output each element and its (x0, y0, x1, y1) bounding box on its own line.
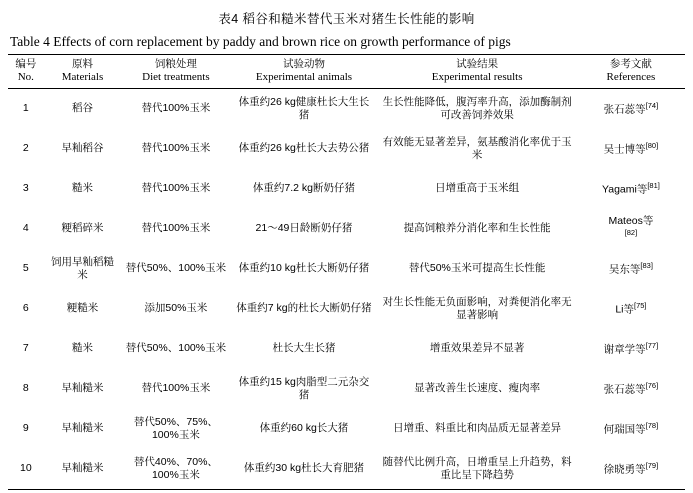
cell-reference (577, 129, 685, 169)
column-header-diet-en: Diet treatments (142, 71, 210, 84)
cell-material: 早籼稻谷 (61, 142, 104, 155)
data-table (8, 54, 685, 490)
table-row (8, 129, 685, 169)
cell-reference (577, 169, 685, 209)
cell-reference-text: 何瑞国等 (603, 423, 646, 436)
cell-animal: 体重约60 kg长大猪 (259, 422, 349, 435)
cell-diet: 替代100%玉米 (141, 382, 211, 395)
cell-material: 粳糙米 (66, 302, 99, 315)
cell-diet: 替代50%、100%玉米 (125, 262, 227, 275)
cell-diet: 替代100%玉米 (141, 182, 211, 195)
cell-animal: 体重约26 kg杜长大去势公猪 (238, 142, 370, 155)
cell-reference-sup: [81] (647, 181, 660, 191)
cell-material: 糙米 (72, 182, 93, 195)
column-header-no (8, 55, 44, 89)
cell-reference (577, 209, 685, 249)
cell-material: 饲用早籼稻糙米 (51, 255, 114, 281)
cell-material: 早籼糙米 (61, 382, 104, 395)
cell-reference-sup: [79] (645, 461, 659, 471)
cell-result: 对生长性能无负面影响，对粪便消化率无显著影响 (382, 295, 572, 321)
cell-diet: 替代100%玉米 (141, 142, 211, 155)
table-row (8, 409, 685, 449)
cell-material: 早籼糙米 (61, 422, 104, 435)
table-row (8, 449, 685, 490)
cell-reference-sup: [75] (634, 301, 647, 311)
table-title-chinese: 表4 稻谷和糙米替代玉米对猪生长性能的影响 (218, 12, 475, 26)
table-head (8, 55, 685, 89)
cell-reference-text: 张石蕊等 (603, 103, 646, 116)
cell-material: 粳稻碎米 (61, 222, 104, 235)
cell-result: 生长性能降低，腹泻率升高，添加酶制剂可改善饲养效果 (377, 88, 576, 129)
cell-diet: 替代50%、75%、100%玉米 (133, 415, 218, 441)
column-header-animals-cn: 试验动物 (282, 58, 325, 70)
cell-animal: 体重约26 kg健康杜长大生长猪 (230, 88, 377, 129)
table-row (8, 369, 685, 409)
cell-reference-sup: [80] (645, 141, 659, 151)
cell-reference-sup: [83] (640, 261, 653, 271)
cell-reference-text: Li等 (615, 303, 634, 316)
cell-reference (577, 289, 685, 329)
cell-reference-sup: [76] (645, 381, 659, 391)
column-header-materials (44, 55, 122, 89)
cell-no: 7 (22, 342, 29, 355)
cell-reference-sup: [74] (645, 101, 659, 111)
cell-reference-text: 吴士博等 (603, 143, 646, 156)
cell-result: 随替代比例升高，日增重呈上升趋势，料重比呈下降趋势 (377, 449, 576, 490)
cell-result: 有效能无显著差异，氨基酸消化率优于玉米 (382, 135, 572, 161)
cell-no: 10 (8, 449, 44, 490)
table-row (8, 209, 685, 249)
column-header-references-en: References (606, 71, 656, 84)
column-header-results (377, 55, 576, 89)
cell-material: 糙米 (72, 342, 93, 355)
column-header-references-cn: 参考文献 (609, 58, 652, 70)
cell-no: 3 (22, 182, 29, 195)
table-row (8, 249, 685, 289)
cell-animal: 21～49日龄断奶仔猪 (255, 222, 353, 235)
cell-result: 日增重、料重比和肉品质无显著差异 (393, 422, 562, 435)
cell-no: 5 (22, 262, 29, 275)
table-body (8, 88, 685, 489)
cell-result: 显著改善生长速度、瘦肉率 (414, 382, 541, 395)
cell-no: 9 (22, 422, 29, 435)
cell-reference-sup: [77] (645, 341, 659, 351)
table-header-row (8, 55, 685, 89)
cell-reference-text: 张石蕊等 (603, 383, 646, 396)
cell-reference (577, 88, 685, 129)
cell-material: 稻谷 (44, 88, 122, 129)
column-header-animals (230, 55, 377, 89)
cell-reference (577, 369, 685, 409)
cell-diet: 替代100%玉米 (141, 222, 211, 235)
cell-result: 提高饲粮养分消化率和生长性能 (403, 222, 551, 235)
column-header-references (577, 55, 685, 89)
table-row (8, 329, 685, 369)
cell-reference-sup: [78] (645, 421, 659, 431)
cell-reference-text: 吴东等 (608, 263, 641, 276)
cell-reference-text: Yagami等 (602, 183, 648, 196)
table-row (8, 169, 685, 209)
cell-result: 日增重高于玉米组 (435, 182, 520, 195)
cell-animal: 体重约7 kg的杜长大断奶仔猪 (236, 302, 372, 315)
cell-reference (577, 409, 685, 449)
cell-result: 替代50%玉米可提高生长性能 (408, 262, 546, 275)
cell-reference (577, 449, 685, 490)
table-row (8, 289, 685, 329)
cell-no: 2 (22, 142, 29, 155)
column-header-no-cn: 编号 (15, 58, 37, 70)
cell-reference-text: 徐晓勇等 (603, 463, 646, 476)
cell-result: 增重效果差异不显著 (429, 342, 525, 355)
cell-reference-text: Mateos等 (608, 214, 654, 227)
cell-no: 4 (22, 222, 29, 235)
cell-diet: 替代40%、70%、100%玉米 (121, 449, 230, 490)
column-header-results-cn: 试验结果 (456, 58, 499, 70)
column-header-animals-en: Experimental animals (255, 71, 353, 84)
table-row (8, 88, 685, 129)
cell-animal: 体重约15 kg肉脂型二元杂交猪 (238, 375, 370, 401)
cell-animal: 体重约30 kg杜长大育肥猪 (230, 449, 377, 490)
cell-reference (577, 249, 685, 289)
cell-reference-text: 谢章学等 (603, 343, 646, 356)
cell-diet: 添加50%玉米 (144, 302, 208, 315)
column-header-materials-en: Materials (61, 71, 104, 84)
cell-diet: 替代100%玉米 (121, 88, 230, 129)
cell-no: 1 (8, 88, 44, 129)
cell-no: 8 (22, 382, 29, 395)
cell-reference (577, 329, 685, 369)
cell-animal: 体重约7.2 kg断奶仔猪 (252, 182, 355, 195)
column-header-no-en: No. (17, 71, 34, 84)
cell-no: 6 (22, 302, 29, 315)
column-header-diet (121, 55, 230, 89)
column-header-results-en: Experimental results (431, 71, 523, 84)
cell-diet: 替代50%、100%玉米 (125, 342, 227, 355)
table-title-english: Table 4 Effects of corn replacement by paddy and brown rice on growth performance of pigs (10, 34, 511, 49)
cell-animal: 体重约10 kg杜长大断奶仔猪 (238, 262, 370, 275)
cell-reference-sup: [82] (624, 227, 638, 237)
column-header-materials-cn: 原料 (72, 58, 93, 70)
column-header-diet-cn: 饲粮处理 (154, 58, 197, 70)
cell-material: 早籼糙米 (44, 449, 122, 490)
cell-animal: 杜长大生长猪 (272, 342, 336, 355)
